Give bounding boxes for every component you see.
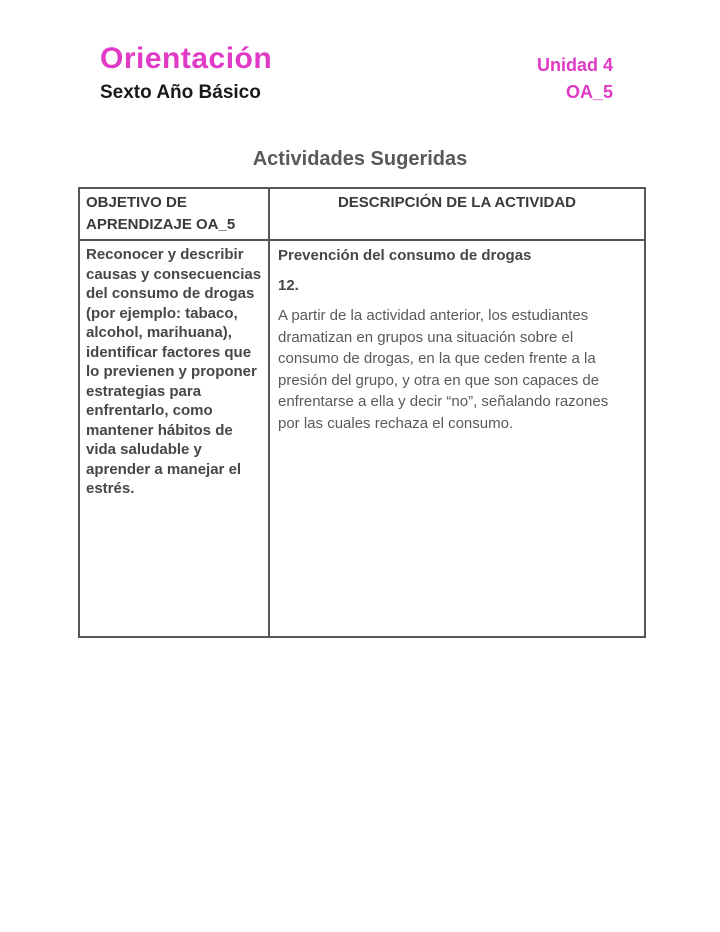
activity-body-text: A partir de la actividad anterior, los estudiantes dramatizan en grupos una situación sobre el consumo de drogas, en la que ceden frente a la presión del grupo, y otra en que son capaces de enfrentarse a ella y decir “no”, señalando razones por las cuales rechaza el consumo. xyxy=(278,307,609,432)
oa-code-label: OA_5 xyxy=(565,82,613,102)
activity-heading: Prevención del consumo de drogas xyxy=(278,247,532,264)
activity-description-cell xyxy=(269,240,645,637)
grade-level: Sexto Año Básico xyxy=(100,82,261,103)
objective-text-cell: Reconocer y describir causas y consecuencias del consumo de drogas (por ejemplo: tabaco, alcohol, marihuana), identificar factores que lo previenen y proponer estrategias para enfrentarlo, como mantener hábitos de vida saludable y aprender a manejar el estrés. xyxy=(79,240,269,637)
activity-number: 12. xyxy=(278,277,299,294)
unit-info xyxy=(537,52,613,106)
column-header-objective: OBJETIVO DE APRENDIZAJE OA_5 xyxy=(79,188,269,240)
table-header-row xyxy=(79,188,645,240)
table-body-row xyxy=(79,240,645,637)
page-title: Actividades Sugeridas xyxy=(252,148,468,170)
subject-title: Orientación xyxy=(100,42,273,75)
unit-label: Unidad 4 xyxy=(536,55,613,75)
activities-table xyxy=(78,187,646,638)
column-header-description: DESCRIPCIÓN DE LA ACTIVIDAD xyxy=(269,188,645,240)
